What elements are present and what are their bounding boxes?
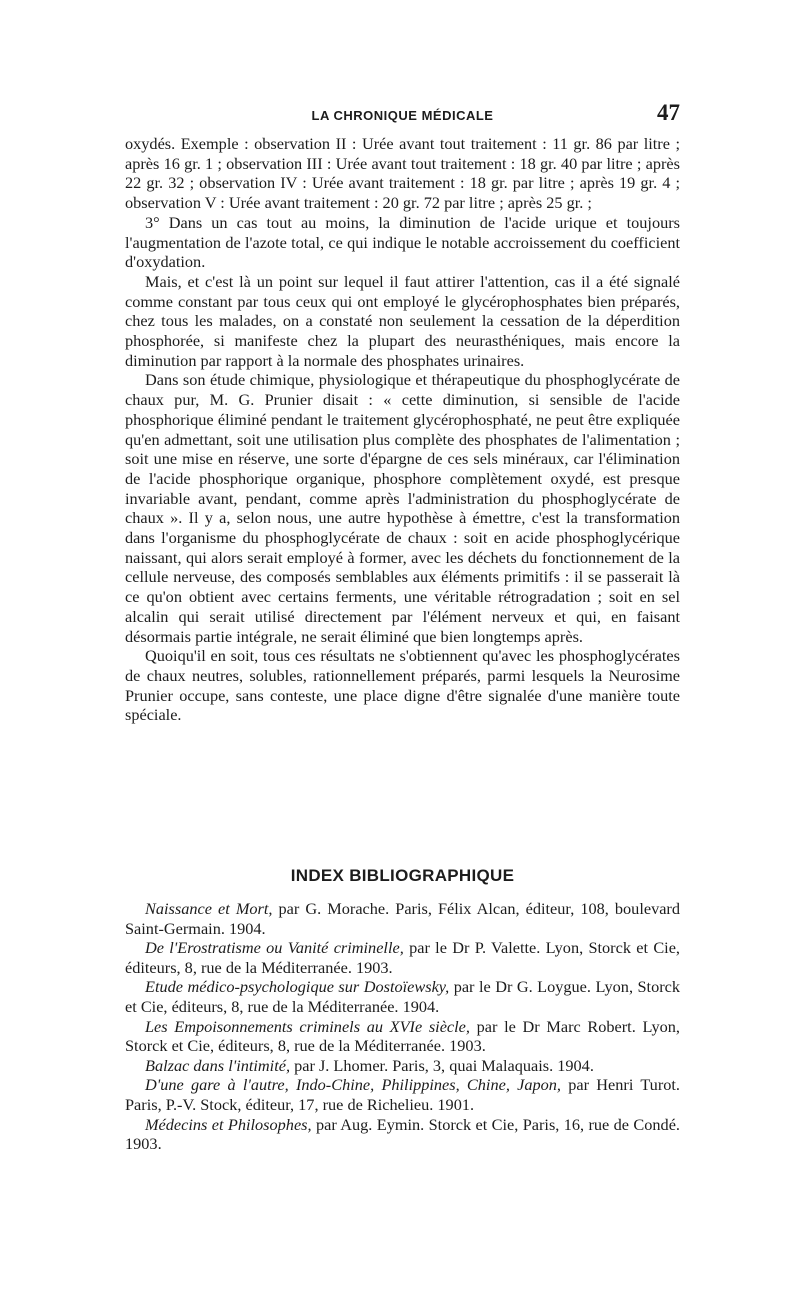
entry-details: par J. Lhomer. Paris, 3, quai Malaquais. 1904.	[290, 1055, 594, 1075]
bibliography-entry	[125, 938, 680, 977]
bibliography-entry	[125, 899, 680, 938]
paragraph-2: 3° Dans un cas tout au moins, la diminution de l'acide urique et toujours l'augmentation de l'azote total, ce qui indique le notable accroissement du coefficient d'oxydation.	[125, 212, 680, 272]
entry-title: De l'Erostratisme ou Vanité criminelle,	[145, 938, 404, 958]
entry-title: Médecins et Philosophes,	[145, 1114, 312, 1134]
running-title: LA CHRONIQUE MÉDICALE	[311, 108, 494, 123]
entry-title: Les Empoisonnements criminels au XVIe siècle,	[145, 1016, 470, 1036]
bibliography-entry	[125, 1017, 680, 1056]
entry-details: par le Dr G. Loygue. Lyon, Storck et Cie, éditeurs, 8, rue de la Méditerranée. 1904.	[125, 977, 681, 1016]
bibliography-entry	[125, 1115, 680, 1154]
entry-details: par le Dr P. Valette. Lyon, Storck et Cie, éditeurs, 8, rue de la Méditerranée. 1903.	[125, 938, 680, 977]
entry-details: par G. Morache. Paris, Félix Alcan, éditeur, 108, boulevard Saint-Germain. 1904.	[125, 899, 680, 938]
page-header	[125, 100, 680, 130]
entry-details: par Aug. Eymin. Storck et Cie, Paris, 16, rue de Condé. 1903.	[125, 1114, 680, 1154]
entry-details: par Henri Turot. Paris, P.-V. Stock, éditeur, 17, rue de Richelieu. 1901.	[125, 1075, 680, 1114]
entry-title: Balzac dans l'intimité,	[145, 1055, 291, 1075]
entry-title: Etude médico-psychologique sur Dostoïewsky,	[145, 977, 450, 997]
bibliography-list	[125, 899, 680, 1154]
paragraph-5: Quoiqu'il en soit, tous ces résultats ne s'obtiennent qu'avec les phosphoglycérates de chaux neutres, solubles, rationnellement préparés, parmi lesquels la Neurosime Prunier occupe, sans conteste, une place digne d'être signalée d'une manière toute spéciale.	[125, 646, 680, 725]
page-number: 47	[657, 100, 680, 125]
section-title: INDEX BIBLIOGRAPHIQUE	[290, 866, 515, 885]
paragraph-3: Mais, et c'est là un point sur lequel il faut attirer l'attention, cas il a été signalé comme constant par tous ceux qui ont employé le glycérophosphates bien préparés, chez tous les malades, on a constaté non seulement la cessation de la déperdition phosphorée, si manifeste chez la plupart des neurasthéniques, mais encore la diminution par rapport à la normale des phosphates urinaires.	[125, 271, 680, 370]
entry-title: D'une gare à l'autre, Indo-Chine, Philippines, Chine, Japon,	[145, 1075, 561, 1095]
paragraph-1: oxydés. Exemple : observation II : Urée avant tout traitement : 11 gr. 86 par litre ; après 16 gr. 1 ; observation III : Urée avant tout traitement : 18 gr. 40 par litre ; après 22 gr. 32 ; observation IV : Urée avant traitement : 18 gr. par litre ; après 19 gr. 4 ; observation V : Urée avant traitement : 20 gr. 72 par litre ; après 25 gr. ;	[125, 134, 680, 213]
bibliography-entry	[125, 1056, 680, 1076]
bibliography-entry	[125, 977, 680, 1016]
body-text	[125, 134, 680, 725]
entry-title: Naissance et Mort,	[145, 899, 273, 918]
entry-details: par le Dr Marc Robert. Lyon, Storck et Cie, éditeurs, 8, rue de la Méditerranée. 1903.	[125, 1016, 680, 1056]
paragraph-4: Dans son étude chimique, physiologique et thérapeutique du phosphoglycérate de chaux pur, M. G. Prunier disait : « cette diminution, si sensible de l'acide phosphorique éliminé pendant le traitement glycérophosphaté, ne peut être expliquée qu'en admettant, soit une utilisation plus complète des phosphates de l'alimentation ; soit une mise en réserve, une sorte d'épargne de ces sels minéraux, car l'élimination de l'acide phosphorique organique, phosphore complètement oxydé, est presque invariable avant, pendant, comme après l'administration du phosphoglycérate de chaux ». Il y a, selon nous, une autre hypothèse à émettre, c'est la transformation dans l'organisme du phosphoglycérate de chaux : soit en acide phosphoglycérique naissant, qui alors serait employé à former, avec les déchets du fonctionnement de la cellule nerveuse, des composés semblables aux éléments primitifs : il se passerait là ce qu'on obtient avec certains ferments, une véritable rétrogradation ; soit en sel alcalin qui serait utilisé directement par l'élément nerveux et qui, en faisant désormais partie intégrale, ne serait éliminé que bien longtemps après.	[125, 370, 680, 646]
bibliography-entry	[125, 1075, 680, 1114]
